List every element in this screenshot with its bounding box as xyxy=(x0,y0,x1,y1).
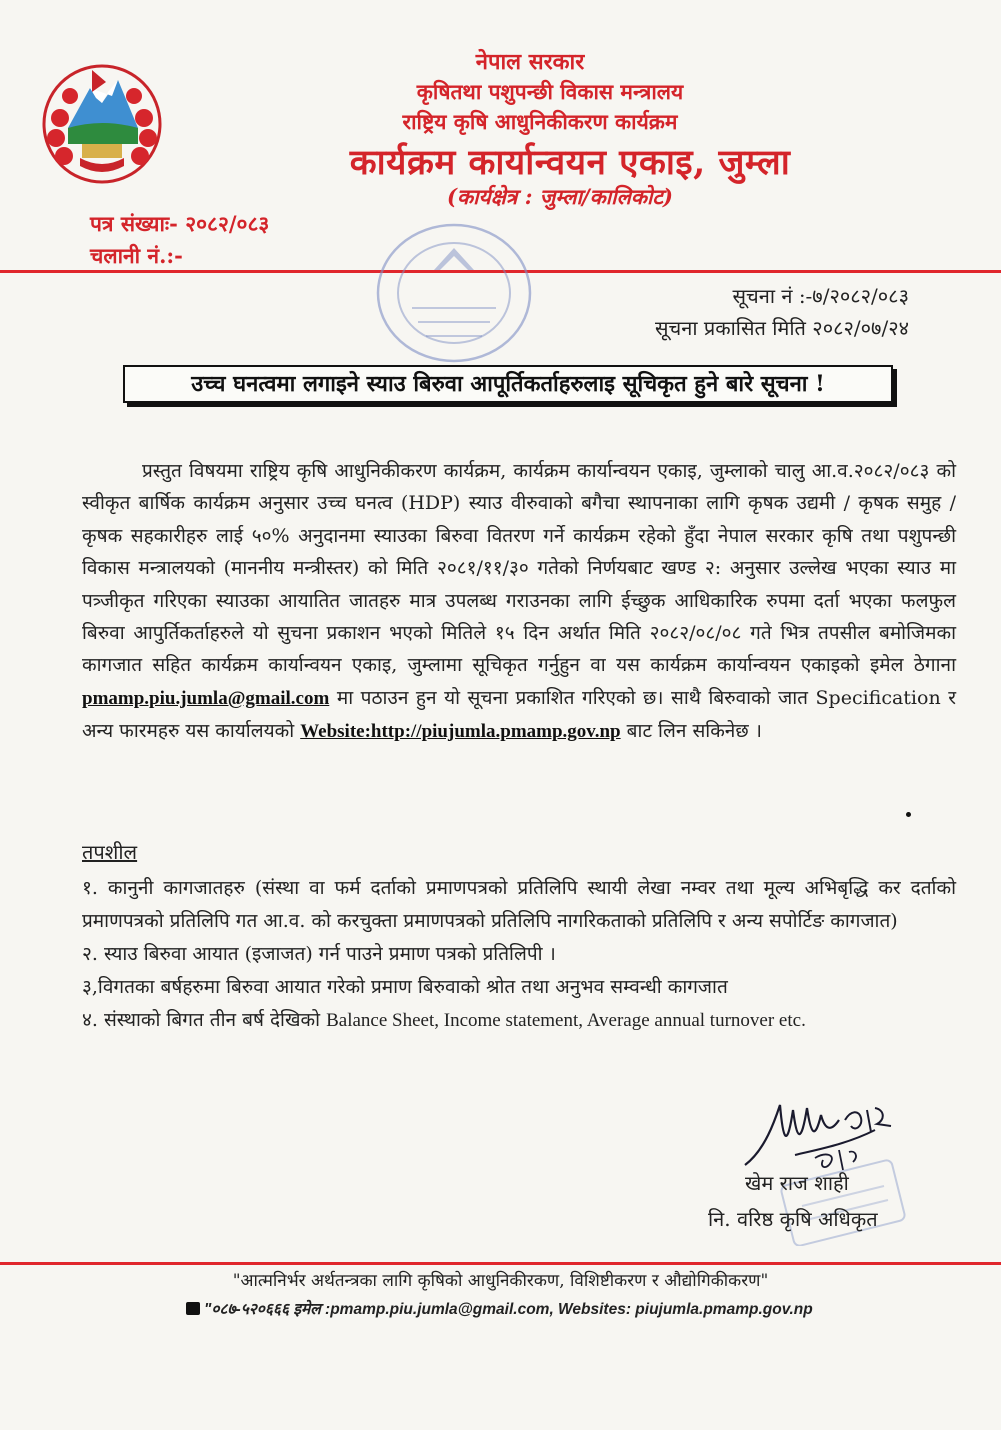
footer-slogan: "आत्मनिर्भर अर्थतन्त्रका लागि कृषिको आधुनिकीरकण, विशिष्टीकरण र औद्योगिकीकरण" xyxy=(232,1271,769,1291)
notice-number: सूचना नं :-७/२०८२/०८३ xyxy=(732,284,909,308)
footer-contact xyxy=(186,1297,826,1319)
contact-text: "०८७-५२०६६६ इमेल :pmamp.piu.jumla@gmail.com, Websites: piujumla.pmamp.gov.np xyxy=(204,1301,813,1318)
body-paragraph-part2: मा पठाउन हुन यो सूचना प्रकाशित गरिएको छ। साथै बिरुवाको जात Specification र अन्य फारमहरु यस कार्यालयको xyxy=(82,686,956,743)
nepal-emblem-icon xyxy=(40,58,165,188)
list-item: १. कानुनी कागजातहरु (संस्था वा फर्म दर्ताको प्रमाणपत्रको प्रतिलिपि स्थायी लेखा नम्वर तथा मूल्य अभिबृद्धि कर दर्ताको प्रमाणपत्रको प्रतिलिपि गत आ.व. को करचुक्ता प्रमाणपत्रको प्रतिलिपि नागरिकताको प्रतिलिपि र अन्य सपोर्टिङ कागजात) xyxy=(82,877,956,932)
notice-body xyxy=(82,455,956,749)
ink-dot xyxy=(906,812,911,817)
work-area: (कार्यक्षेत्र : जुम्ला/कालिकोट) xyxy=(447,184,673,209)
signatory-title: नि. वरिष्ठ कृषि अधिकृत xyxy=(708,1207,878,1231)
ministry-name: कृषितथा पशुपन्छी विकास मन्त्रालय xyxy=(416,79,684,104)
notice-title: उच्च घनत्वमा लगाइने स्याउ बिरुवा आपूर्तिकर्ताहरुलाइ सूचिकृत हुने बारे सूचना ! xyxy=(123,365,893,403)
details-list xyxy=(82,872,956,1037)
unit-name: कार्यक्रम कार्यान्वयन एकाइ, जुम्ला xyxy=(349,142,791,183)
program-name: राष्ट्रिय कृषि आधुनिकीकरण कार्यक्रम xyxy=(402,109,678,134)
letter-number: पत्र संख्याः- २०८२/०८३ xyxy=(90,211,270,236)
website-link[interactable]: Website:http://piujumla.pmamp.gov.np xyxy=(300,721,621,743)
list-item: ३,विगतका बर्षहरुमा बिरुवा आयात गरेको प्रमाण बिरुवाको श्रोत तथा अनुभव सम्वन्धी कागजात xyxy=(82,976,728,998)
dispatch-number: चलानी नं.:- xyxy=(90,243,183,268)
list-item: २. स्याउ बिरुवा आयात (इजाजत) गर्न पाउने प्रमाण पत्रको प्रतिलिपी । xyxy=(82,943,556,965)
phone-icon xyxy=(186,1302,200,1315)
email-link[interactable]: pmamp.piu.jumla@gmail.com xyxy=(82,687,330,709)
list-item-suffix: Balance Sheet, Income statement, Average annual turnover etc. xyxy=(326,1010,806,1031)
government-name: नेपाल सरकार xyxy=(475,49,585,75)
list-item xyxy=(82,1004,956,1037)
details-heading: तपशील xyxy=(82,840,138,864)
body-paragraph-part1: प्रस्तुत विषयमा राष्ट्रिय कृषि आधुनिकीकरण कार्यक्रम, कार्यक्रम कार्यान्वयन एकाइ, जुम्लाको चालु आ.व.२०८२/०८३ को स्वीकृत बार्षिक कार्यक्रम अनुसार उच्च घनत्व (HDP) स्याउ वीरुवाको बगैचा स्थापनाका लागि कृषक उद्यमी / कृषक समुह / कृषक सहकारीहरु लाई ५०% अनुदानमा स्याउका बिरुवा वितरण गर्ने कार्यक्रम रहेको हुँदा नेपाल सरकार कृषि तथा पशुपन्छी विकास मन्त्रालयको (माननीय मन्त्रीस्तर) को मिति २०८१/११/३० गतेको निर्णयबाट खण्ड २: अनुसार उल्लेख भएका स्याउ मा पत्र्जीकृत गरिएका स्याउका आयातित जातहरु मात्र उपलब्ध गराउनका लागि ईच्छुक आधिकारिक रुपमा दर्ता भएका फलफुल बिरुवा आपुर्तिकर्ताहरुले यो सुचना प्रकाशन भएको मितिले १५ दिन अर्थात मिति २०८२/०८/०८ गते भित्र तपसील बमोजिमका कागजात सहित कार्यक्रम कार्यान्वयन एकाइ, जुम्लामा सूचिकृत गर्नुहुन वा यस कार्यक्रम कार्यान्वयन एकाइको इमेल ठेगाना xyxy=(82,460,956,677)
body-paragraph-part3: बाट लिन सकिनेछ । xyxy=(626,720,762,743)
signatory-name: खेम राज शाही xyxy=(745,1171,849,1195)
list-item-prefix: ४. संस्थाको बिगत तीन बर्ष देखिको xyxy=(82,1009,321,1031)
notice-published-date: सूचना प्रकासित मिति २०८२/०७/२४ xyxy=(655,316,909,340)
office-stamp-icon xyxy=(372,218,537,368)
footer-divider xyxy=(0,1262,1001,1265)
